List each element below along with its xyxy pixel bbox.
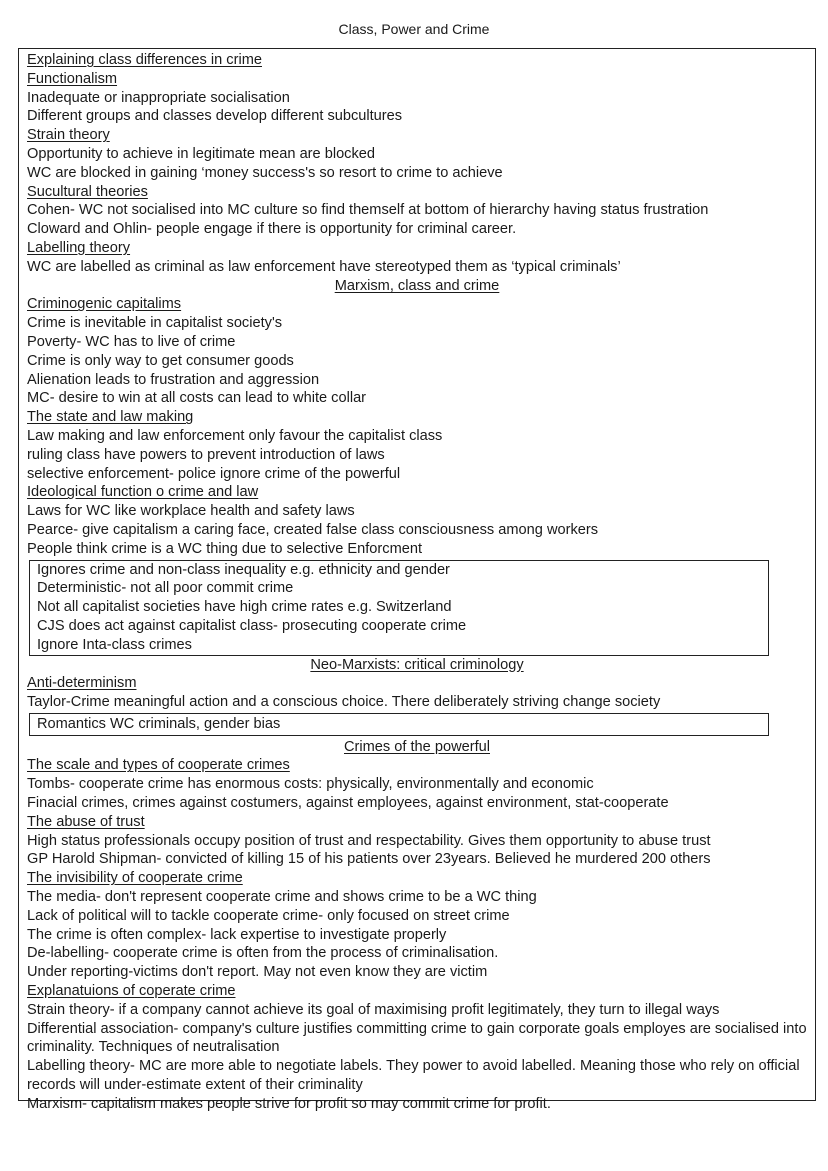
- note-line: Law making and law enforcement only favour the capitalist class: [27, 427, 443, 444]
- note-line: Poverty- WC has to live of crime: [27, 333, 236, 350]
- note-line: GP Harold Shipman- convicted of killing 15 of his patients over 23years. Believed he murdered 200 others: [27, 851, 711, 868]
- note-line: Differential association- company's culture justifies committing crime to gain corporate goals employes are socialised into criminality. Techniques of neutralisation: [27, 1020, 807, 1056]
- subheading-subcultural-theories: Sucultural theories: [27, 183, 148, 200]
- subheading-state-law-making: The state and law making: [27, 409, 194, 426]
- subheading-strain-theory: Strain theory: [27, 127, 110, 144]
- note-line: Opportunity to achieve in legitimate mean are blocked: [27, 145, 376, 162]
- note-line: Lack of political will to tackle cooperate crime- only focused on street crime: [27, 907, 510, 924]
- subheading-invisibility: The invisibility of cooperate crime: [27, 870, 243, 887]
- note-line: ruling class have powers to prevent introduction of laws: [27, 446, 385, 463]
- note-line: Cloward and Ohlin- people engage if there is opportunity for criminal career.: [27, 221, 517, 238]
- criticism-line: Deterministic- not all poor commit crime: [37, 580, 294, 597]
- note-line: WC are blocked in gaining ‘money success's so resort to crime to achieve: [27, 164, 503, 181]
- section-heading-class-differences: Explaining class differences in crime: [27, 52, 262, 68]
- note-line: Pearce- give capitalism a caring face, created false class consciousness among workers: [27, 521, 599, 538]
- note-line: High status professionals occupy position of trust and respectability. Gives them opportunity to abuse trust: [27, 832, 711, 849]
- note-line: Different groups and classes develop different subcultures: [27, 108, 403, 125]
- note-line: Marxism- capitalism makes people strive for profit so may commit crime for profit.: [27, 1095, 551, 1112]
- subheading-functionalism: Functionalism: [27, 70, 118, 87]
- marxism-criticisms-box: [29, 560, 769, 656]
- criticism-line: Ignores crime and non-class inequality e.g. ethnicity and gender: [37, 561, 450, 578]
- note-line: People think crime is a WC thing due to selective Enforcment: [27, 540, 423, 557]
- note-line: The media- don't represent cooperate crime and shows crime to be a WC thing: [27, 889, 537, 906]
- subheading-labelling-theory: Labelling theory: [27, 239, 131, 256]
- criticism-line: Ignore Inta-class crimes: [37, 636, 192, 653]
- criticism-line: Romantics WC criminals, gender bias: [37, 715, 281, 732]
- section-heading-crimes-of-powerful: Crimes of the powerful: [344, 738, 490, 755]
- note-line: MC- desire to win at all costs can lead to white collar: [27, 390, 367, 407]
- note-line: Crime is inevitable in capitalist society's: [27, 315, 283, 332]
- note-line: Under reporting-victims don't report. May not even know they are victim: [27, 964, 488, 981]
- note-line: Taylor-Crime meaningful action and a conscious choice. There deliberately striving change society: [27, 694, 661, 711]
- section-heading-neo-marxists: Neo-Marxists: critical criminology: [310, 656, 524, 673]
- note-line: Finacial crimes, crimes against costumers, against employees, against environment, stat-cooperate: [27, 795, 669, 812]
- notes-box: [18, 48, 816, 1112]
- note-line: Laws for WC like workplace health and safety laws: [27, 503, 355, 520]
- subheading-criminogenic-capitalism: Criminogenic capitalims: [27, 296, 182, 313]
- criticism-line: Not all capitalist societies have high crime rates e.g. Switzerland: [37, 599, 452, 616]
- note-line: Inadequate or inappropriate socialisation: [27, 89, 290, 106]
- subheading-abuse-of-trust: The abuse of trust: [27, 813, 145, 830]
- note-line: Labelling theory- MC are more able to negotiate labels. They power to avoid labelled. Meaning those who rely on official records will under-estimate extent of their criminality: [27, 1058, 800, 1094]
- section-heading-marxism: Marxism, class and crime: [334, 277, 500, 294]
- note-line: selective enforcement- police ignore crime of the powerful: [27, 465, 401, 482]
- neo-marxist-criticism-box: [29, 713, 769, 736]
- note-line: De-labelling- cooperate crime is often from the process of criminalisation.: [27, 945, 499, 962]
- subheading-ideological-function: Ideological function o crime and law: [27, 484, 259, 501]
- note-line: Cohen- WC not socialised into MC culture so find themself at bottom of hierarchy having status frustration: [27, 202, 709, 219]
- note-line: Strain theory- if a company cannot achieve its goal of maximising profit legitimately, they turn to illegal ways: [27, 1001, 720, 1018]
- note-line: The crime is often complex- lack expertise to investigate properly: [27, 926, 447, 943]
- note-line: WC are labelled as criminal as law enforcement have stereotyped them as ‘typical criminals’: [27, 258, 621, 275]
- page-title: Class, Power and Crime: [338, 21, 490, 37]
- note-line: Alienation leads to frustration and aggression: [27, 371, 320, 388]
- criticism-line: CJS does act against capitalist class- prosecuting cooperate crime: [37, 617, 467, 634]
- note-line: Crime is only way to get consumer goods: [27, 352, 294, 369]
- note-line: Tombs- cooperate crime has enormous costs: physically, environmentally and economic: [27, 776, 594, 793]
- subheading-explanations: Explanatuions of coperate crime: [27, 983, 236, 1000]
- subheading-scale-types: The scale and types of cooperate crimes: [27, 757, 290, 774]
- subheading-anti-determinism: Anti-determinism: [27, 675, 137, 692]
